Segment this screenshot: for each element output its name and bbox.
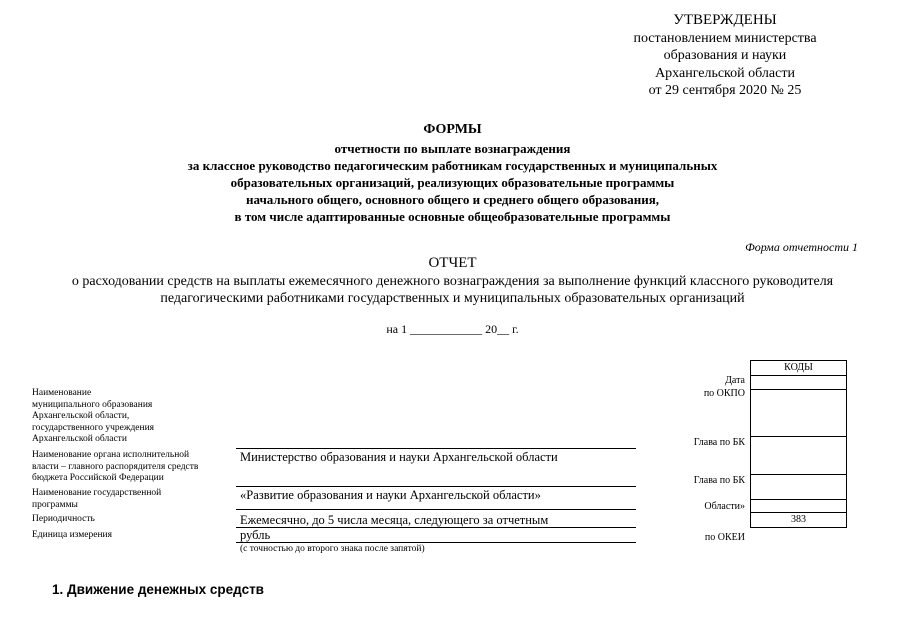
code-cell-okei: 383 xyxy=(751,513,847,528)
label-line: государственного учреждения xyxy=(32,422,155,433)
label-line: Наименование xyxy=(32,388,92,398)
periodicity-value: Ежемесячно, до 5 числа месяца, следующего за отчетным xyxy=(240,513,549,527)
label-line: власти – главного распорядителя средств xyxy=(32,461,199,472)
section-heading: 1. Движение денежных средств xyxy=(52,582,264,597)
forms-subtitle-line: отчетности по выплате вознаграждения xyxy=(334,141,571,156)
code-cell-period xyxy=(751,500,847,513)
code-cell-okpo xyxy=(751,390,847,437)
approval-heading: УТВЕРЖДЕНЫ xyxy=(673,12,777,28)
approval-block xyxy=(600,12,850,100)
field-underline xyxy=(236,509,636,510)
label-line: бюджета Российской Федерации xyxy=(32,473,164,483)
table-row xyxy=(751,500,847,513)
label-bk-1: Глава по БК xyxy=(693,437,745,448)
report-title: ОТЧЕТ xyxy=(428,255,477,271)
forms-title: ФОРМЫ xyxy=(423,122,482,137)
codes-table xyxy=(750,360,847,528)
label-bk-2: Глава по БК xyxy=(693,475,745,486)
codes-header: КОДЫ xyxy=(751,361,847,376)
report-subtitle xyxy=(0,273,905,307)
label-program xyxy=(32,488,161,511)
program-value: «Развитие образования и науки Архангельской области» xyxy=(240,488,541,502)
report-subtitle-line: педагогическими работниками государственных и муниципальных образовательных организаций xyxy=(160,291,745,306)
form-number: Форма отчетности 1 xyxy=(745,240,858,254)
field-underline xyxy=(236,448,636,449)
forms-subtitle-line: за классное руководство педагогическим работникам государственных и муниципальных xyxy=(187,158,718,173)
approval-line: постановлением министерства xyxy=(633,30,817,46)
code-cell-date xyxy=(751,376,847,390)
label-periodicity: Периодичность xyxy=(32,514,95,524)
field-underline xyxy=(236,527,636,528)
approval-line: от 29 сентября 2020 № 25 xyxy=(648,83,802,98)
label-line: Архангельской области, xyxy=(32,411,130,421)
table-row xyxy=(751,475,847,500)
label-unit: Единица измерения xyxy=(32,530,112,540)
forms-subtitle-line: образовательных организаций, реализующих образовательные программы xyxy=(230,175,675,190)
forms-subtitle-line: в том числе адаптированные основные общеобразовательные программы xyxy=(234,209,671,224)
table-row xyxy=(751,376,847,390)
authority-value: Министерство образования и науки Архангельской области xyxy=(240,450,558,464)
label-line: Архангельской области xyxy=(32,434,127,444)
approval-line: Архангельской области xyxy=(655,65,795,81)
field-underline xyxy=(236,542,636,543)
label-okei: по ОКЕИ xyxy=(704,532,745,543)
label-authority xyxy=(32,450,198,485)
forms-subtitle-line: начального общего, основного общего и среднего общего образования, xyxy=(246,192,659,207)
label-line: Наименование органа исполнительной xyxy=(32,450,190,460)
label-line: программы xyxy=(32,499,78,510)
report-subtitle-line: о расходовании средств на выплаты ежемесячного денежного вознаграждения за выполнение функций классного руководителя xyxy=(71,274,834,289)
table-row xyxy=(751,437,847,475)
codes-header-row xyxy=(751,361,847,376)
unit-value: рубль xyxy=(240,528,271,542)
report-date-line: на 1 ____________ 20__ г. xyxy=(386,322,519,336)
code-cell-bk2 xyxy=(751,475,847,500)
code-cell-bk1 xyxy=(751,437,847,475)
label-date: Дата xyxy=(725,375,745,386)
label-municipality xyxy=(32,388,154,446)
unit-note: (с точностью до второго знака после запятой) xyxy=(240,544,425,554)
table-row xyxy=(751,513,847,528)
label-line: муниципального образования xyxy=(32,399,153,410)
approval-line: образования и науки xyxy=(663,48,787,63)
label-line: Наименование государственной xyxy=(32,488,162,498)
forms-subtitle xyxy=(0,140,905,225)
field-underline xyxy=(236,486,636,487)
label-okpo: по ОКПО xyxy=(703,388,745,399)
table-row xyxy=(751,390,847,437)
label-region: Области» xyxy=(704,501,745,512)
